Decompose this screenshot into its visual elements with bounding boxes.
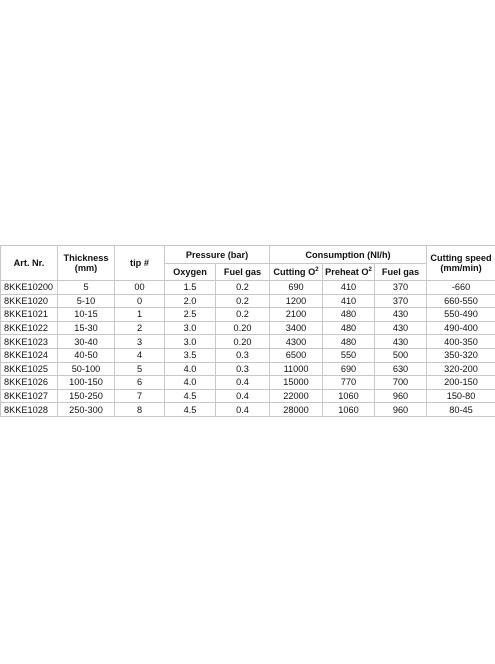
cell-tip: 8 [115, 403, 165, 417]
cell-tip: 4 [115, 348, 165, 362]
cell-fuel-gas-pressure: 0.20 [216, 335, 270, 349]
header-pressure-group: Pressure (bar) [165, 246, 270, 264]
header-tip: tip # [115, 246, 165, 281]
cell-cutting-speed: 80-45 [427, 403, 495, 417]
cell-art-nr: 8KKE1028 [1, 403, 58, 417]
header-speed-line1: Cutting speed [430, 253, 492, 263]
header-consumption-group: Consumption (Nl/h) [270, 246, 427, 264]
header-speed-line2: (mm/min) [440, 263, 482, 273]
cell-preheat-o2: 480 [323, 321, 375, 335]
cell-thickness: 100-150 [58, 376, 115, 390]
cell-art-nr: 8KKE1025 [1, 362, 58, 376]
cell-fuel-gas-pressure: 0.20 [216, 321, 270, 335]
cell-oxygen: 3.0 [165, 321, 216, 335]
cell-thickness: 5-10 [58, 294, 115, 308]
cell-art-nr: 8KKE1023 [1, 335, 58, 349]
cell-preheat-o2: 690 [323, 362, 375, 376]
cell-cutting-o2: 22000 [270, 389, 323, 403]
cell-cutting-speed: 660-550 [427, 294, 495, 308]
cell-oxygen: 3.5 [165, 348, 216, 362]
cell-thickness: 150-250 [58, 389, 115, 403]
cell-cutting-o2: 28000 [270, 403, 323, 417]
table-row [1, 376, 495, 390]
table-row [1, 362, 495, 376]
cell-art-nr: 8KKE1022 [1, 321, 58, 335]
cell-oxygen: 4.0 [165, 376, 216, 390]
cell-oxygen: 4.5 [165, 403, 216, 417]
cell-preheat-o2: 480 [323, 335, 375, 349]
table-row [1, 321, 495, 335]
header-thickness-line1: Thickness [63, 253, 109, 263]
cell-tip: 5 [115, 362, 165, 376]
cell-fuel-gas-pressure: 0.2 [216, 308, 270, 322]
table-row [1, 348, 495, 362]
cell-oxygen: 3.0 [165, 335, 216, 349]
header-preheat-o2 [323, 264, 375, 281]
cell-thickness: 40-50 [58, 348, 115, 362]
cell-thickness: 50-100 [58, 362, 115, 376]
header-thickness [58, 246, 115, 281]
table-row [1, 389, 495, 403]
cell-cutting-o2: 1200 [270, 294, 323, 308]
cell-thickness: 250-300 [58, 403, 115, 417]
header-cutting-o2-sup: 2 [315, 266, 319, 273]
header-preheat-o2-sup: 2 [368, 266, 372, 273]
header-cutting-speed [427, 246, 495, 281]
cell-tip: 7 [115, 389, 165, 403]
cell-cutting-speed: 490-400 [427, 321, 495, 335]
cell-cutting-o2: 15000 [270, 376, 323, 390]
cell-preheat-o2: 480 [323, 308, 375, 322]
header-fuel-gas-consumption: Fuel gas [375, 264, 427, 281]
cell-tip: 00 [115, 281, 165, 295]
header-preheat-o2-text: Preheat O [325, 267, 369, 277]
header-fuel-gas-pressure: Fuel gas [216, 264, 270, 281]
cell-cutting-o2: 2100 [270, 308, 323, 322]
cell-fuel-gas-pressure: 0.4 [216, 376, 270, 390]
cell-fuel-gas-consumption: 960 [375, 389, 427, 403]
cutting-spec-table [0, 245, 495, 417]
header-art-nr: Art. Nr. [1, 246, 58, 281]
cell-cutting-speed: 200-150 [427, 376, 495, 390]
cell-art-nr: 8KKE10200 [1, 281, 58, 295]
cell-thickness: 10-15 [58, 308, 115, 322]
cell-tip: 0 [115, 294, 165, 308]
cell-tip: 3 [115, 335, 165, 349]
cell-cutting-speed: 350-320 [427, 348, 495, 362]
table-row [1, 294, 495, 308]
cell-cutting-speed: 150-80 [427, 389, 495, 403]
cell-fuel-gas-pressure: 0.3 [216, 362, 270, 376]
cell-tip: 2 [115, 321, 165, 335]
cell-art-nr: 8KKE1021 [1, 308, 58, 322]
cell-cutting-o2: 6500 [270, 348, 323, 362]
cell-preheat-o2: 410 [323, 294, 375, 308]
cell-oxygen: 1.5 [165, 281, 216, 295]
cell-oxygen: 4.0 [165, 362, 216, 376]
cell-tip: 1 [115, 308, 165, 322]
cell-oxygen: 2.0 [165, 294, 216, 308]
table-row [1, 281, 495, 295]
cell-fuel-gas-consumption: 370 [375, 294, 427, 308]
cell-preheat-o2: 410 [323, 281, 375, 295]
cell-fuel-gas-pressure: 0.4 [216, 403, 270, 417]
cell-thickness: 5 [58, 281, 115, 295]
cell-art-nr: 8KKE1020 [1, 294, 58, 308]
cell-preheat-o2: 550 [323, 348, 375, 362]
cell-fuel-gas-consumption: 630 [375, 362, 427, 376]
cell-fuel-gas-pressure: 0.2 [216, 294, 270, 308]
cell-oxygen: 4.5 [165, 389, 216, 403]
cell-tip: 6 [115, 376, 165, 390]
table-row [1, 335, 495, 349]
cell-fuel-gas-consumption: 960 [375, 403, 427, 417]
cell-cutting-speed: 320-200 [427, 362, 495, 376]
cell-fuel-gas-pressure: 0.4 [216, 389, 270, 403]
header-cutting-o2-text: Cutting O [273, 267, 316, 277]
cell-cutting-speed: 400-350 [427, 335, 495, 349]
cell-preheat-o2: 1060 [323, 403, 375, 417]
cell-art-nr: 8KKE1026 [1, 376, 58, 390]
table-row [1, 308, 495, 322]
cell-cutting-o2: 3400 [270, 321, 323, 335]
header-thickness-line2: (mm) [74, 263, 98, 273]
cell-fuel-gas-consumption: 700 [375, 376, 427, 390]
cell-thickness: 15-30 [58, 321, 115, 335]
cell-preheat-o2: 1060 [323, 389, 375, 403]
cell-art-nr: 8KKE1024 [1, 348, 58, 362]
cell-fuel-gas-consumption: 370 [375, 281, 427, 295]
cell-cutting-o2: 4300 [270, 335, 323, 349]
cell-cutting-speed: 550-490 [427, 308, 495, 322]
cell-fuel-gas-pressure: 0.3 [216, 348, 270, 362]
table-row [1, 403, 495, 417]
cell-oxygen: 2.5 [165, 308, 216, 322]
cell-fuel-gas-pressure: 0.2 [216, 281, 270, 295]
cell-art-nr: 8KKE1027 [1, 389, 58, 403]
cell-fuel-gas-consumption: 430 [375, 335, 427, 349]
cell-preheat-o2: 770 [323, 376, 375, 390]
cell-cutting-o2: 11000 [270, 362, 323, 376]
cell-fuel-gas-consumption: 500 [375, 348, 427, 362]
header-cutting-o2 [270, 264, 323, 281]
cell-thickness: 30-40 [58, 335, 115, 349]
cell-fuel-gas-consumption: 430 [375, 308, 427, 322]
cell-cutting-o2: 690 [270, 281, 323, 295]
cell-fuel-gas-consumption: 430 [375, 321, 427, 335]
header-oxygen: Oxygen [165, 264, 216, 281]
cell-cutting-speed: -660 [427, 281, 495, 295]
header-row-1 [1, 246, 495, 264]
